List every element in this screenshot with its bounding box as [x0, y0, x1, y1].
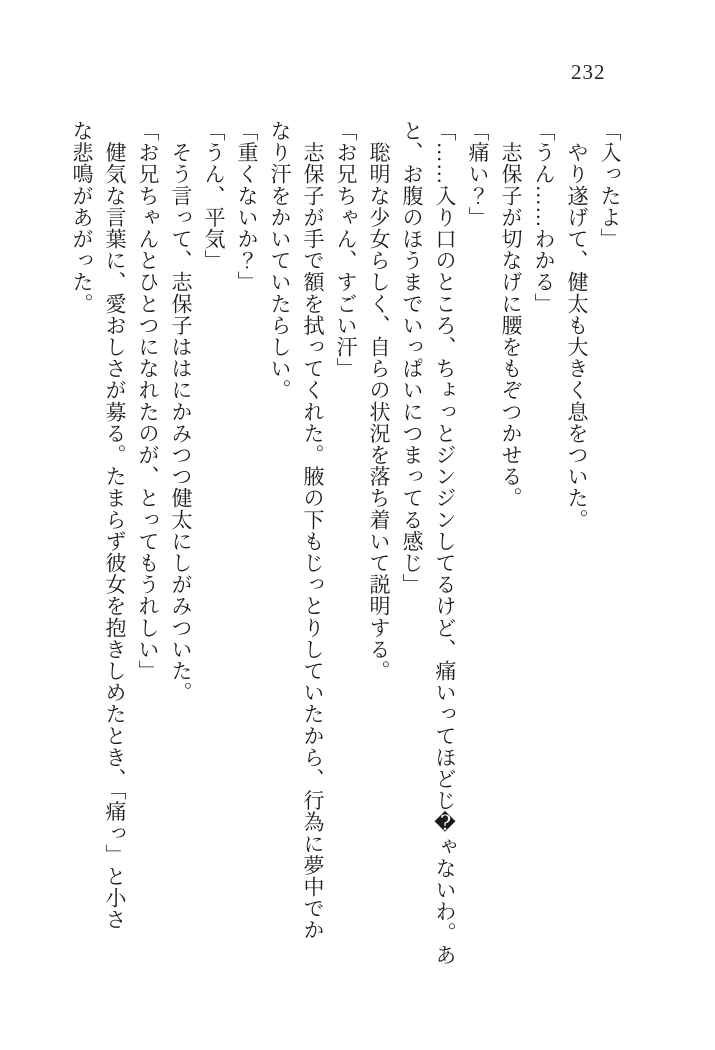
text-line: 「お兄ちゃん、すごい汗」 [334, 120, 358, 380]
text-line: そう言って、志保子ははにかみつつ健太にしがみついた。 [169, 120, 193, 704]
text-line: 志保子が手で額を拭ってくれた。腋の下もじっとりしていたから、行為に夢中でか [301, 120, 325, 941]
text-line: な悲鳴があがった。 [70, 120, 94, 315]
text-block [65, 120, 626, 966]
page-number: 232 [571, 60, 606, 84]
text-line: なり汗をかいていたらしい。 [268, 120, 292, 401]
text-line: やり遂げて、健太も大きく息をついた。 [565, 120, 589, 531]
text-line: 「入ったよ」 [598, 120, 622, 250]
text-line: 健気な言葉に、愛おしさが募る。たまらず彼女を抱きしめたとき、「痛っ」と小さ [103, 120, 127, 931]
text-line: 「お兄ちゃんとひとつになれたのが、とってもうれしい」 [136, 120, 160, 682]
text-line: 聡明な少女らしく、自らの状況を落ち着いて説明する。 [367, 120, 391, 682]
text-line: 「重くないか？」 [235, 120, 259, 293]
text-line: 「うん、平気」 [202, 120, 226, 272]
text-line: 志保子が切なげに腰をもぞつかせる。 [499, 120, 523, 509]
text-line: 「痛い？」 [466, 120, 490, 228]
text-line: 「……入り口のところ、ちょっとジンジンしてるけど、痛いってほどじ�ゃないわ。あ [433, 120, 457, 966]
text-line: 「うん……わかる」 [532, 120, 556, 315]
text-line: と、お腹のほうまでいっぱいにつまってる感じ」 [400, 120, 424, 596]
